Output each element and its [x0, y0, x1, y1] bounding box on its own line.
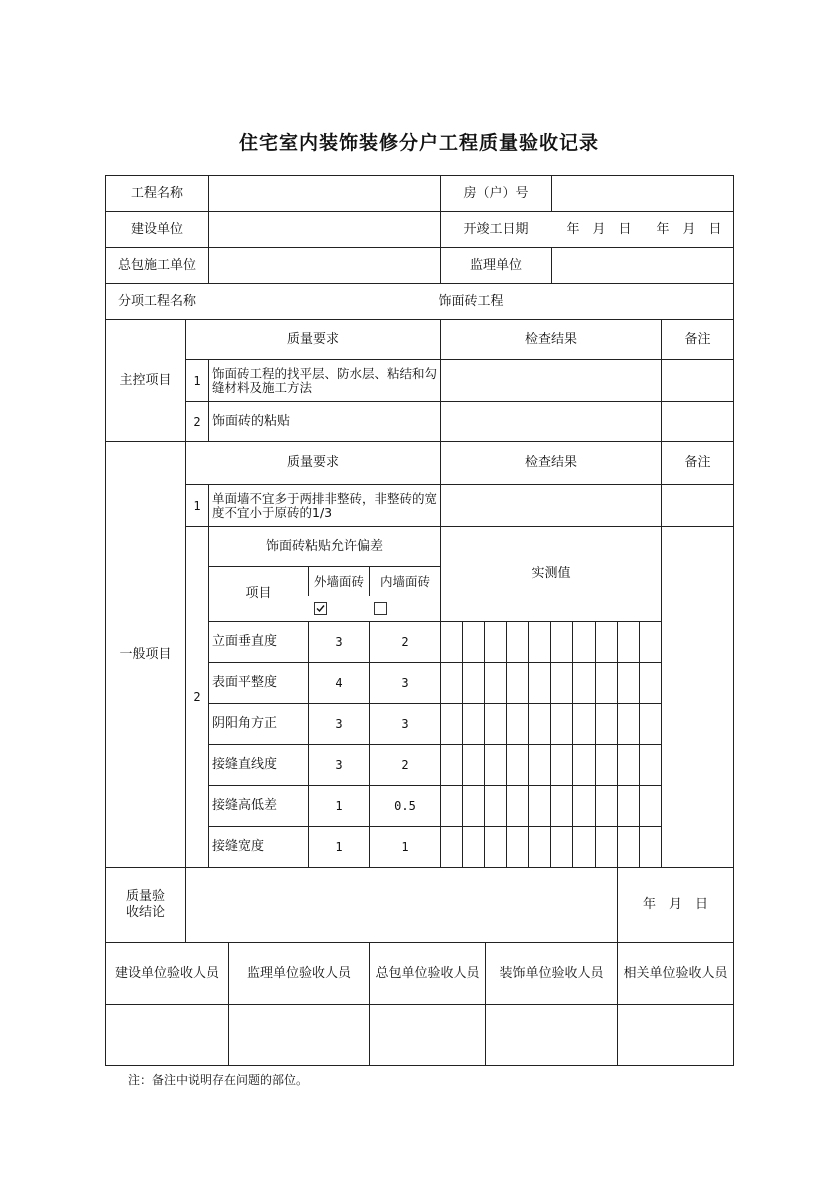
- tolerance-row-inner-value: 0.5: [394, 799, 416, 813]
- measured-value-cell[interactable]: [640, 704, 661, 744]
- tolerance-row-outer-value: 1: [335, 840, 343, 854]
- main-control-label: 主控项目: [119, 372, 172, 388]
- main-item-1-result[interactable]: [441, 360, 661, 401]
- outer-wall-header: 外墙面砖: [313, 573, 364, 589]
- builder-label: 建设单位: [130, 221, 183, 237]
- measured-value-cell[interactable]: [596, 745, 617, 785]
- tolerance-row-inner-value: 3: [401, 717, 409, 731]
- supervisor-label: 监理单位: [469, 257, 522, 273]
- measured-value-cell[interactable]: [573, 622, 595, 662]
- measured-value-cell[interactable]: [463, 622, 484, 662]
- tolerance-row-name: 接缝高低差: [212, 798, 278, 813]
- measured-value-cell[interactable]: [529, 827, 550, 867]
- measured-value-cell[interactable]: [507, 622, 528, 662]
- measured-value-cell[interactable]: [529, 704, 550, 744]
- tolerance-item-header: 项目: [245, 586, 272, 601]
- measured-value-cell[interactable]: [529, 786, 550, 826]
- measured-value-cell[interactable]: [441, 622, 462, 662]
- measured-value-cell[interactable]: [640, 745, 661, 785]
- conclusion-field[interactable]: [186, 868, 617, 942]
- tolerance-row-outer-value: 4: [335, 676, 343, 690]
- checkmark-icon: [315, 603, 326, 614]
- tolerance-row-inner-value: 1: [401, 840, 409, 854]
- measured-value-cell[interactable]: [463, 704, 484, 744]
- measured-value-cell[interactable]: [596, 704, 617, 744]
- general-quality-header: 质量要求: [286, 455, 339, 470]
- measured-value-cell[interactable]: [441, 786, 462, 826]
- measured-value-cell[interactable]: [463, 663, 484, 703]
- measured-value-cell[interactable]: [640, 663, 661, 703]
- builder-field[interactable]: [209, 212, 440, 247]
- measured-value-cell[interactable]: [640, 622, 661, 662]
- general-item-2-no: 2: [193, 690, 201, 704]
- main-item-2-remark[interactable]: [662, 402, 733, 441]
- signature-related-label: 相关单位验收人员: [623, 965, 728, 981]
- measured-value-cell[interactable]: [596, 622, 617, 662]
- measured-value-cell[interactable]: [485, 786, 506, 826]
- start-date: 年 月 日: [566, 221, 632, 237]
- main-remark-header: 备注: [684, 331, 711, 347]
- signature-contractor-label: 总包单位验收人员: [375, 965, 480, 981]
- measured-value-cell[interactable]: [441, 827, 462, 867]
- measured-value-cell[interactable]: [573, 663, 595, 703]
- measured-value-cell[interactable]: [573, 704, 595, 744]
- main-item-2-text: 饰面砖的粘贴: [212, 413, 291, 429]
- measured-value-cell[interactable]: [640, 786, 661, 826]
- general-result-header: 检查结果: [524, 455, 577, 470]
- tolerance-row-outer-value: 3: [335, 717, 343, 731]
- tolerance-row-inner-value: 2: [401, 635, 409, 649]
- general-item-1-text: 单面墙不宜多于两排非整砖，非整砖的宽度不宜小于原砖的1/3: [212, 490, 438, 520]
- measured-value-cell[interactable]: [573, 745, 595, 785]
- measured-value-cell[interactable]: [463, 786, 484, 826]
- measured-value-cell[interactable]: [618, 827, 639, 867]
- main-quality-header: 质量要求: [286, 331, 339, 347]
- signature-decorator-field[interactable]: [486, 1005, 617, 1065]
- measured-value-cell[interactable]: [529, 745, 550, 785]
- conclusion-label-text: 质量验收结论: [125, 889, 165, 920]
- measured-value-cell[interactable]: [596, 827, 617, 867]
- footnote: 注：备注中说明存在问题的部位。: [128, 1073, 309, 1087]
- signature-supervisor-label: 监理单位验收人员: [246, 965, 351, 981]
- tolerance-row-name: 表面平整度: [212, 675, 278, 690]
- measured-value-cell[interactable]: [485, 745, 506, 785]
- end-date: 年 月 日: [656, 221, 722, 237]
- main-item-1-remark[interactable]: [662, 360, 733, 401]
- signature-related-field[interactable]: [618, 1005, 733, 1065]
- measured-value-cell[interactable]: [485, 704, 506, 744]
- tolerance-title: 饰面砖粘贴允许偏差: [265, 538, 383, 554]
- measured-value-cell[interactable]: [573, 786, 595, 826]
- measured-value-cell[interactable]: [551, 622, 572, 662]
- general-item-1-remark[interactable]: [662, 485, 733, 526]
- subitem-label: 分项工程名称: [117, 293, 196, 309]
- main-item-2-result[interactable]: [441, 402, 661, 441]
- measured-value-cell[interactable]: [507, 745, 528, 785]
- measured-value-cell[interactable]: [463, 745, 484, 785]
- measured-value-cell[interactable]: [551, 663, 572, 703]
- signature-decorator-label: 装饰单位验收人员: [499, 965, 604, 981]
- measured-value-cell[interactable]: [485, 663, 506, 703]
- measured-value-cell[interactable]: [573, 827, 595, 867]
- room-field[interactable]: [552, 176, 733, 211]
- measured-value-cell[interactable]: [507, 827, 528, 867]
- supervisor-field[interactable]: [552, 248, 733, 283]
- tolerance-row-inner-value: 2: [401, 758, 409, 772]
- tolerance-row-name: 阴阳角方正: [212, 716, 278, 731]
- tolerance-row-outer-value: 3: [335, 635, 343, 649]
- measured-value-cell[interactable]: [441, 745, 462, 785]
- measured-value-cell[interactable]: [596, 786, 617, 826]
- measured-value-cell[interactable]: [551, 786, 572, 826]
- measured-value-cell[interactable]: [463, 827, 484, 867]
- tolerance-row-name: 接缝直线度: [212, 757, 278, 772]
- measured-value-cell[interactable]: [529, 663, 550, 703]
- measured-value-cell[interactable]: [618, 663, 639, 703]
- measured-value-cell[interactable]: [551, 827, 572, 867]
- measured-value-cell[interactable]: [441, 704, 462, 744]
- inner-wall-header: 内墙面砖: [379, 573, 430, 589]
- main-item-2-no: 2: [193, 414, 201, 429]
- measured-value-cell[interactable]: [507, 663, 528, 703]
- measured-value-cell[interactable]: [551, 745, 572, 785]
- conclusion-label: [106, 868, 185, 942]
- tolerance-row-name: 接缝宽度: [212, 839, 265, 854]
- measured-value-cell[interactable]: [485, 827, 506, 867]
- general-item-1-result[interactable]: [441, 485, 661, 526]
- measured-value-cell[interactable]: [507, 704, 528, 744]
- inner-wall-checkbox[interactable]: [374, 602, 387, 615]
- tolerance-row-inner-value: 3: [401, 676, 409, 690]
- contractor-field[interactable]: [209, 248, 440, 283]
- project-name-label: 工程名称: [130, 185, 183, 201]
- measured-value-cell[interactable]: [640, 827, 661, 867]
- conclusion-date: 年 月 日: [642, 897, 708, 912]
- main-item-1-no: 1: [193, 373, 201, 388]
- measured-value-cell[interactable]: [618, 622, 639, 662]
- measured-value-cell[interactable]: [507, 786, 528, 826]
- measured-value-cell[interactable]: [529, 622, 550, 662]
- measured-value-cell[interactable]: [618, 786, 639, 826]
- tolerance-row-name: 立面垂直度: [212, 634, 278, 649]
- measured-value-cell[interactable]: [618, 745, 639, 785]
- main-result-header: 检查结果: [524, 331, 577, 347]
- main-item-1-text: 饰面砖工程的找平层、防水层、粘结和勾缝材料及施工方法: [212, 365, 438, 395]
- measured-value-cell[interactable]: [596, 663, 617, 703]
- general-item-1-no: 1: [193, 498, 201, 513]
- general-item-2-remark[interactable]: [662, 527, 733, 867]
- signature-builder-label: 建设单位验收人员: [114, 965, 219, 981]
- contractor-label: 总包施工单位: [117, 257, 196, 273]
- page-title: 住宅室内装饰装修分户工程质量验收记录: [238, 132, 599, 154]
- measured-value-header: 实测值: [531, 566, 571, 581]
- measured-value-cell[interactable]: [485, 622, 506, 662]
- measured-value-cell[interactable]: [551, 704, 572, 744]
- general-label: 一般项目: [119, 646, 172, 662]
- measured-value-cell[interactable]: [441, 663, 462, 703]
- start-end-label: 开竣工日期: [463, 221, 529, 237]
- signature-supervisor-field[interactable]: [229, 1005, 369, 1065]
- general-remark-header: 备注: [684, 455, 711, 470]
- tolerance-row-outer-value: 1: [335, 799, 343, 813]
- subitem-value: 饰面砖工程: [438, 293, 504, 309]
- tolerance-row-outer-value: 3: [335, 758, 343, 772]
- measured-value-cell[interactable]: [618, 704, 639, 744]
- signature-builder-field[interactable]: [106, 1005, 228, 1065]
- outer-wall-checkbox[interactable]: [314, 602, 327, 615]
- signature-contractor-field[interactable]: [370, 1005, 485, 1065]
- room-label: 房（户）号: [463, 185, 529, 201]
- project-name-field[interactable]: [209, 176, 440, 211]
